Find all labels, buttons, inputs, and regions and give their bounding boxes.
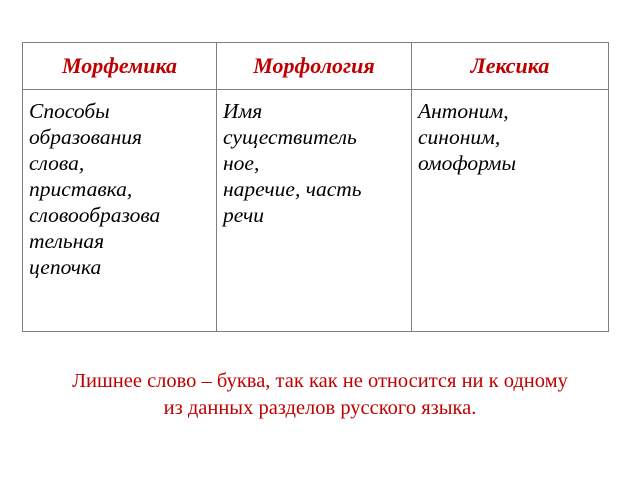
cell-line: ное, (223, 151, 260, 175)
cell-line: приставка, (29, 177, 133, 201)
cell-morphology (217, 90, 412, 332)
table-body-row (23, 90, 609, 332)
cell-line: образования (29, 125, 142, 149)
sections-table (22, 42, 609, 332)
cell-line: слова, (29, 151, 85, 175)
cell-morphemics (23, 90, 217, 332)
cell-line: речи (223, 203, 265, 227)
conclusion-line: из данных разделов русского языка. (163, 397, 477, 419)
header-morphology: Морфология (217, 43, 412, 90)
cell-line: Имя (223, 99, 263, 123)
cell-line: наречие, часть (223, 177, 362, 201)
conclusion-line: Лишнее слово – буква, так как не относится ни к одному (72, 370, 568, 392)
cell-line: синоним, (418, 125, 501, 149)
cell-line: цепочка (29, 255, 102, 279)
header-morphemics: Морфемика (23, 43, 217, 90)
cell-line: существитель (223, 125, 357, 149)
cell-line: тельная (29, 229, 105, 253)
conclusion-text (0, 368, 640, 422)
cell-lexicology (412, 90, 609, 332)
cell-line: словообразова (29, 203, 161, 227)
header-lexicology: Лексика (412, 43, 609, 90)
cell-line: омоформы (418, 151, 517, 175)
table-header-row (23, 43, 609, 90)
cell-line: Способы (29, 99, 110, 123)
cell-line: Антоним, (418, 99, 509, 123)
